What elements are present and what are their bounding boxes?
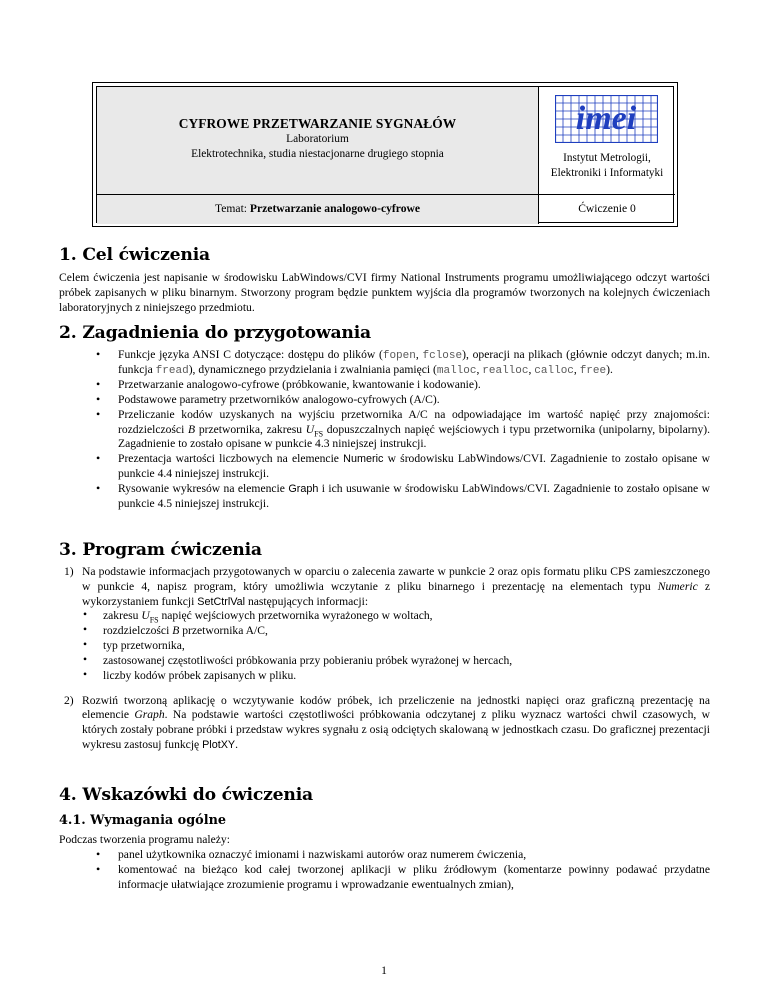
header-topic-cell bbox=[97, 195, 539, 224]
text-span: następujących informacji: bbox=[245, 594, 369, 608]
list-item bbox=[91, 482, 710, 512]
text-span: , bbox=[476, 363, 483, 377]
institute-line-1: Instytut Metrologii, bbox=[563, 152, 651, 164]
section-3-list bbox=[59, 565, 710, 753]
text-span: . Na podstawie wartości częstotliwości próbkowania odczytanej z pliku wyznacz wartości chwil czasowych, w których zostały pobrane próbki i przedstaw wykres sygnału z osią odciętych skalowaną w jednostkach czasu. Do graficznej prezentacji wykresu zastosuj funkcję bbox=[82, 708, 710, 752]
section-2-list bbox=[91, 348, 710, 512]
topic-value: Przetwarzanie analogowo-cyfrowe bbox=[249, 202, 421, 215]
institute-line-2: Elektroniki i Informatyki bbox=[550, 167, 664, 180]
text-span: ), dynamicznego przydzielania i zwalniania pamięci ( bbox=[188, 363, 437, 377]
func-plotxy: PlotXY bbox=[202, 739, 236, 752]
header-title-cell bbox=[97, 87, 539, 195]
text-span: ). bbox=[606, 363, 613, 377]
list-item: • Przetwarzanie analogowo-cyfrowe (próbkowanie, kwantowanie i kodowanie). bbox=[91, 378, 710, 393]
list-item: • komentować na bieżąco kod całej tworzonej aplikacji w pliku źródłowym (komentarze powinny podawać przydatne informacje ułatwiające zrozumienie programu i wprowadzanie ewentualnych zmian), bbox=[91, 863, 710, 893]
code-malloc: malloc bbox=[436, 365, 477, 378]
text-span: , bbox=[573, 363, 580, 377]
list-item bbox=[82, 609, 710, 624]
text-span: dopuszczalnych napięć wejściowych i typu przetwornika (unipolarny, bipolarny). Zagadnienie to zostało opisane w punkcie 4.3 niniejszej instrukcji. bbox=[118, 422, 711, 451]
subscript-FS: FS bbox=[149, 615, 159, 625]
text-span: Rysowanie wykresów na elemencie bbox=[118, 481, 289, 495]
text-span: . bbox=[235, 738, 239, 752]
exercise-number: Ćwiczenie 0 bbox=[578, 202, 636, 215]
section-1-text: Celem ćwiczenia jest napisanie w środowisku LabWindows/CVI firmy National Instruments programu umożliwiającego odczyt wartości próbek zapisanych w pliku binarnym. Stworzony program będzie punktem wyjścia dla programów tworzonych na kolejnych ćwiczeniach laboratoryjnych z niniejszego przedmiotu. bbox=[59, 271, 710, 314]
text-span: z wykorzystaniem funkcji bbox=[82, 579, 710, 608]
symbol-U: U bbox=[305, 422, 315, 436]
item-number: 1) bbox=[64, 565, 74, 578]
text-span: , bbox=[415, 348, 423, 361]
text-span: Rozwiń tworzoną aplikację o wczytywanie kodów próbek, ich przeliczenie na jednostki napięci oraz graficzną prezentację na elemencie bbox=[82, 693, 710, 722]
course-program: Elektrotechnika, studia niestacjonarne drugiego stopnia bbox=[191, 147, 444, 160]
page-number: 1 bbox=[381, 964, 387, 977]
text-span: , bbox=[528, 363, 535, 377]
text-span: przetwornika A/C, bbox=[179, 624, 268, 638]
text-span: napięć wejściowych przetwornika wyrażonego w woltach, bbox=[158, 609, 433, 623]
text-span: zakresu bbox=[103, 609, 142, 623]
text-span: w środowisku LabWindows/CVI. Zagadnienie to zostało opisane w punkcie 4.4 niniejszej instrukcji. bbox=[118, 452, 710, 481]
text-span: i ich usuwanie w środowisku LabWindows/CVI. Zagadnienie to zostało opisane w punkcie 4.5 niniejszej instrukcji. bbox=[118, 481, 711, 510]
term-graph: Graph bbox=[288, 482, 319, 495]
list-item bbox=[82, 624, 710, 639]
text-span: rozdzielczości bbox=[103, 624, 173, 638]
header-exercise-cell bbox=[539, 195, 675, 224]
text-span: Prezentacja wartości liczbowych na elemencie bbox=[118, 452, 344, 466]
header-table bbox=[92, 82, 678, 227]
list-item: • liczby kodów próbek zapisanych w pliku. bbox=[82, 669, 710, 684]
text-span: Funkcje języka ANSI C dotyczące: dostępu do plików ( bbox=[118, 348, 383, 361]
sub-list bbox=[82, 609, 710, 683]
text-span: Na podstawie informacjach przygotowanych w oparciu o zalecenia zawarte w punkcie 2 oraz opis formatu pliku CPS zamieszczonego w punkcie 4, napisz program, który umożliwia wczytanie z pliku binarnego i prezentację na elementach typu bbox=[82, 565, 710, 593]
code-fread: fread bbox=[155, 365, 189, 378]
institute-name bbox=[539, 151, 675, 181]
list-item bbox=[91, 348, 710, 378]
course-type: Laboratorium bbox=[286, 133, 349, 146]
section-4-list bbox=[91, 848, 710, 892]
section-1-heading: 1. Cel ćwiczenia bbox=[59, 245, 210, 265]
code-realloc: realloc bbox=[482, 365, 529, 378]
text-span: przetwornika, zakresu bbox=[195, 422, 306, 436]
header-logo-cell bbox=[539, 87, 675, 195]
code-fclose: fclose bbox=[422, 350, 463, 362]
list-item bbox=[59, 565, 710, 684]
item-number: 2) bbox=[64, 693, 74, 707]
list-item: • panel użytkownika oznaczyć imionami i nazwiskami autorów oraz numerem ćwiczenia, bbox=[91, 848, 710, 863]
imei-logo-graphic bbox=[555, 95, 658, 143]
list-item: • Podstawowe parametry przetworników analogowo-cyfrowych (A/C). bbox=[91, 393, 710, 408]
code-fopen: fopen bbox=[382, 350, 416, 362]
code-free: free bbox=[579, 365, 607, 378]
symbol-B: B bbox=[188, 422, 196, 436]
section-4-1-heading: 4.1. Wymagania ogólne bbox=[59, 813, 227, 828]
symbol-U: U bbox=[141, 609, 150, 623]
course-title: CYFROWE PRZETWARZANIE SYGNAŁÓW bbox=[178, 116, 457, 131]
section-4-intro: Podczas tworzenia programu należy: bbox=[59, 833, 230, 846]
term-numeric: Numeric bbox=[657, 579, 698, 593]
list-item bbox=[59, 694, 710, 753]
term-graph: Graph bbox=[134, 708, 165, 722]
term-numeric: Numeric bbox=[343, 453, 384, 466]
topic-label: Temat: bbox=[214, 202, 248, 215]
func-setctrlval: SetCtrlVal bbox=[197, 595, 246, 608]
list-item: • zastosowanej częstotliwości próbkowania przy pobieraniu próbek wyrażonej w hercach, bbox=[82, 654, 710, 669]
text-span: Przeliczanie kodów uzyskanych na wyjściu przetwornika A/C na odpowiadające im wartość napięć przy znajomości: rozdzielczości bbox=[118, 407, 710, 436]
section-2-heading: 2. Zagadnienia do przygotowania bbox=[59, 323, 371, 343]
list-item bbox=[91, 452, 710, 482]
list-item bbox=[91, 408, 710, 452]
section-3-heading: 3. Program ćwiczenia bbox=[59, 540, 262, 560]
imei-logo bbox=[555, 95, 658, 143]
text-span: ), operacji na plikach (głównie odczyt danych; m.in. funkcja bbox=[118, 348, 710, 377]
list-item: • typ przetwornika, bbox=[82, 639, 710, 654]
symbol-B: B bbox=[172, 624, 180, 638]
section-4-heading: 4. Wskazówki do ćwiczenia bbox=[59, 785, 313, 805]
logo-text: imei bbox=[575, 100, 637, 137]
subscript-FS: FS bbox=[314, 428, 324, 438]
header-table-inner bbox=[96, 86, 674, 223]
code-calloc: calloc bbox=[534, 365, 574, 378]
